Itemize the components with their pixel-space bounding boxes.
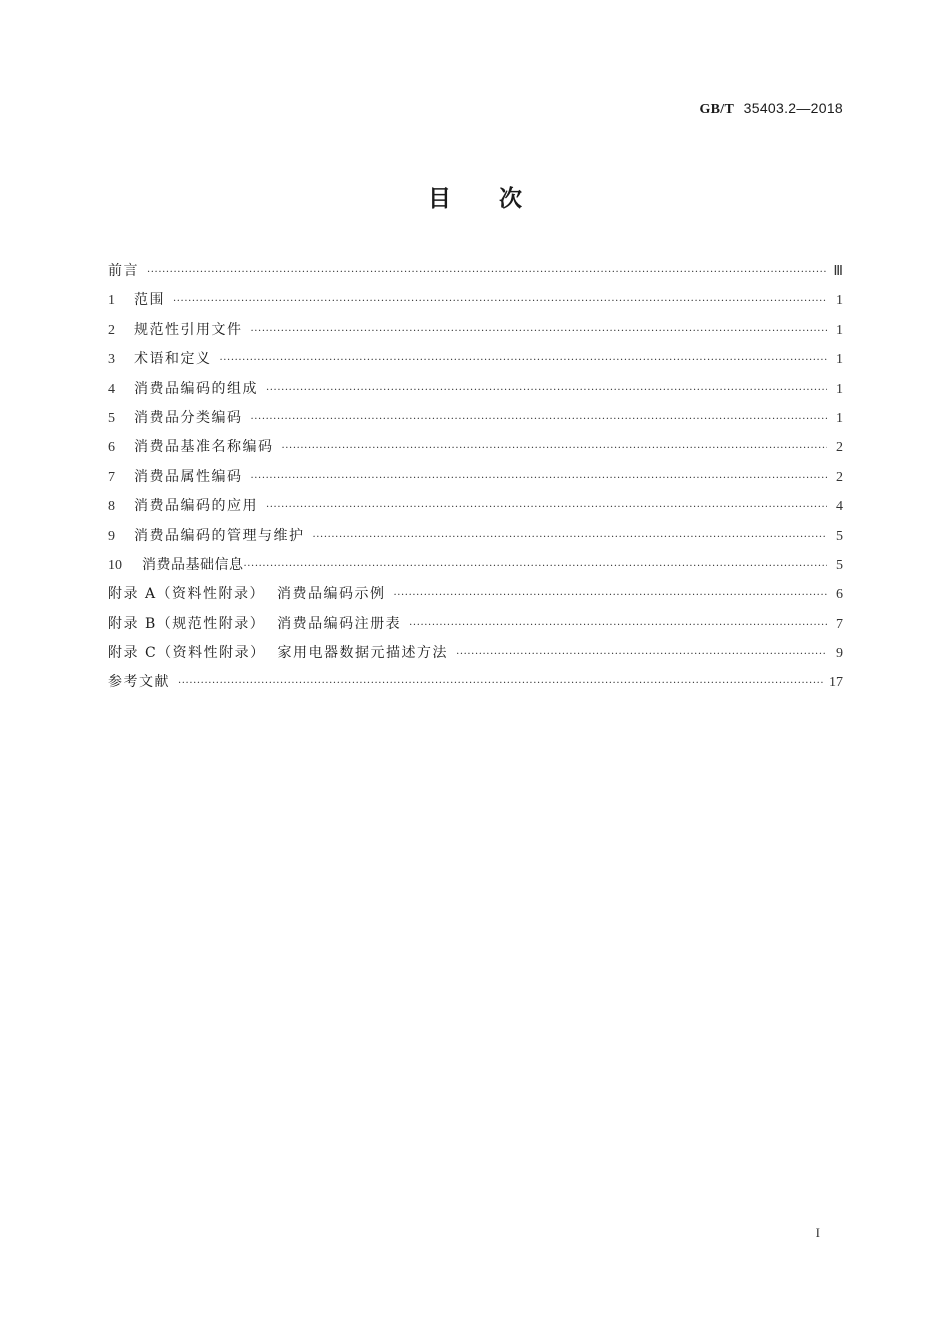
toc-entry-page: 17 bbox=[829, 675, 843, 691]
toc-leader-dots bbox=[393, 581, 827, 610]
toc-leader-dots bbox=[251, 317, 828, 346]
toc-entry-label: 消费品编码的应用 bbox=[134, 498, 258, 515]
toc-entry-label: 参考文献 bbox=[108, 674, 170, 691]
toc-entry-3[interactable] bbox=[108, 345, 843, 374]
toc-entry-6[interactable] bbox=[108, 433, 843, 462]
toc-entry-label: 附录 A（资料性附录） 消费品编码示例 bbox=[108, 586, 386, 603]
toc-leader-dots bbox=[313, 523, 828, 552]
toc-leader-dots bbox=[220, 346, 828, 375]
toc-entry-9[interactable] bbox=[108, 522, 843, 551]
toc-leader-dots bbox=[456, 640, 827, 669]
toc-entry-label: 附录 B（规范性附录） 消费品编码注册表 bbox=[108, 615, 402, 632]
toc-entry-number: 3 bbox=[108, 352, 115, 368]
toc-entry-page: 2 bbox=[836, 469, 843, 485]
toc-entry-number: 6 bbox=[108, 440, 115, 456]
page-number: I bbox=[815, 1225, 820, 1240]
toc-entry-page: 5 bbox=[836, 528, 843, 544]
toc-entry-appendix-c[interactable] bbox=[108, 639, 843, 668]
toc-entry-4[interactable] bbox=[108, 375, 843, 404]
toc-leader-dots bbox=[266, 376, 827, 405]
toc-entry-page: 6 bbox=[836, 587, 843, 603]
toc-entry-label: 术语和定义 bbox=[134, 351, 212, 368]
toc-entry-page: 7 bbox=[836, 616, 843, 632]
toc-leader-dots bbox=[251, 405, 828, 434]
toc-leader-dots bbox=[266, 493, 827, 522]
toc-leader-dots bbox=[244, 552, 828, 581]
toc-leader-dots bbox=[147, 258, 827, 287]
toc-entry-label: 消费品属性编码 bbox=[134, 468, 243, 485]
toc-entry-7[interactable] bbox=[108, 463, 843, 492]
toc-entry-number: 7 bbox=[108, 469, 115, 485]
toc-entry-page: 1 bbox=[836, 410, 843, 426]
toc-entry-8[interactable] bbox=[108, 492, 843, 521]
toc-entry-page: 4 bbox=[836, 499, 843, 515]
toc-leader-dots bbox=[173, 287, 827, 316]
toc-entry-page: 9 bbox=[836, 646, 843, 662]
toc-entry-number: 1 bbox=[108, 293, 115, 309]
toc-entry-number: 9 bbox=[108, 528, 115, 544]
toc-entry-appendix-b[interactable] bbox=[108, 610, 843, 639]
toc-entry-label: 范围 bbox=[134, 292, 165, 309]
toc-entry-page: 5 bbox=[836, 557, 843, 573]
toc-entry-page: 1 bbox=[836, 322, 843, 338]
toc-entry-preface[interactable] bbox=[108, 257, 843, 286]
toc-entry-appendix-a[interactable] bbox=[108, 580, 843, 609]
toc-entry-label: 消费品分类编码 bbox=[134, 409, 243, 426]
toc-entry-label: 规范性引用文件 bbox=[134, 321, 243, 338]
toc-entry-label: 消费品基础信息 bbox=[142, 556, 244, 573]
toc-entry-label: 消费品基准名称编码 bbox=[134, 439, 274, 456]
standard-number: 35403.2—2018 bbox=[743, 100, 843, 116]
toc-entry-page: 1 bbox=[836, 381, 843, 397]
toc-entry-number: 8 bbox=[108, 499, 115, 515]
toc-entry-2[interactable] bbox=[108, 316, 843, 345]
toc-entry-page: 1 bbox=[836, 352, 843, 368]
standard-prefix: GB/T bbox=[699, 102, 735, 117]
toc-entry-number: 5 bbox=[108, 410, 115, 426]
toc-entry-number: 4 bbox=[108, 381, 115, 397]
toc-entry-page: 2 bbox=[836, 440, 843, 456]
toc-leader-dots bbox=[251, 464, 828, 493]
toc-entry-label: 消费品编码的管理与维护 bbox=[134, 527, 305, 544]
standard-code bbox=[699, 100, 843, 118]
toc-entry-number: 2 bbox=[108, 322, 115, 338]
toc-entry-references[interactable] bbox=[108, 668, 843, 697]
table-of-contents bbox=[108, 257, 843, 698]
toc-leader-dots bbox=[178, 669, 823, 698]
page-title: 目次 bbox=[428, 186, 570, 212]
toc-entry-10[interactable] bbox=[108, 551, 843, 580]
toc-leader-dots bbox=[282, 434, 828, 463]
toc-entry-5[interactable] bbox=[108, 404, 843, 433]
toc-entry-label: 前言 bbox=[108, 263, 139, 279]
toc-entry-page: Ⅲ bbox=[833, 264, 843, 279]
toc-leader-dots bbox=[409, 611, 827, 640]
toc-entry-1[interactable] bbox=[108, 286, 843, 315]
toc-entry-label: 消费品编码的组成 bbox=[134, 380, 258, 397]
toc-entry-number: 10 bbox=[108, 557, 122, 573]
toc-entry-page: 1 bbox=[836, 293, 843, 309]
toc-entry-label: 附录 C（资料性附录） 家用电器数据元描述方法 bbox=[108, 645, 449, 662]
